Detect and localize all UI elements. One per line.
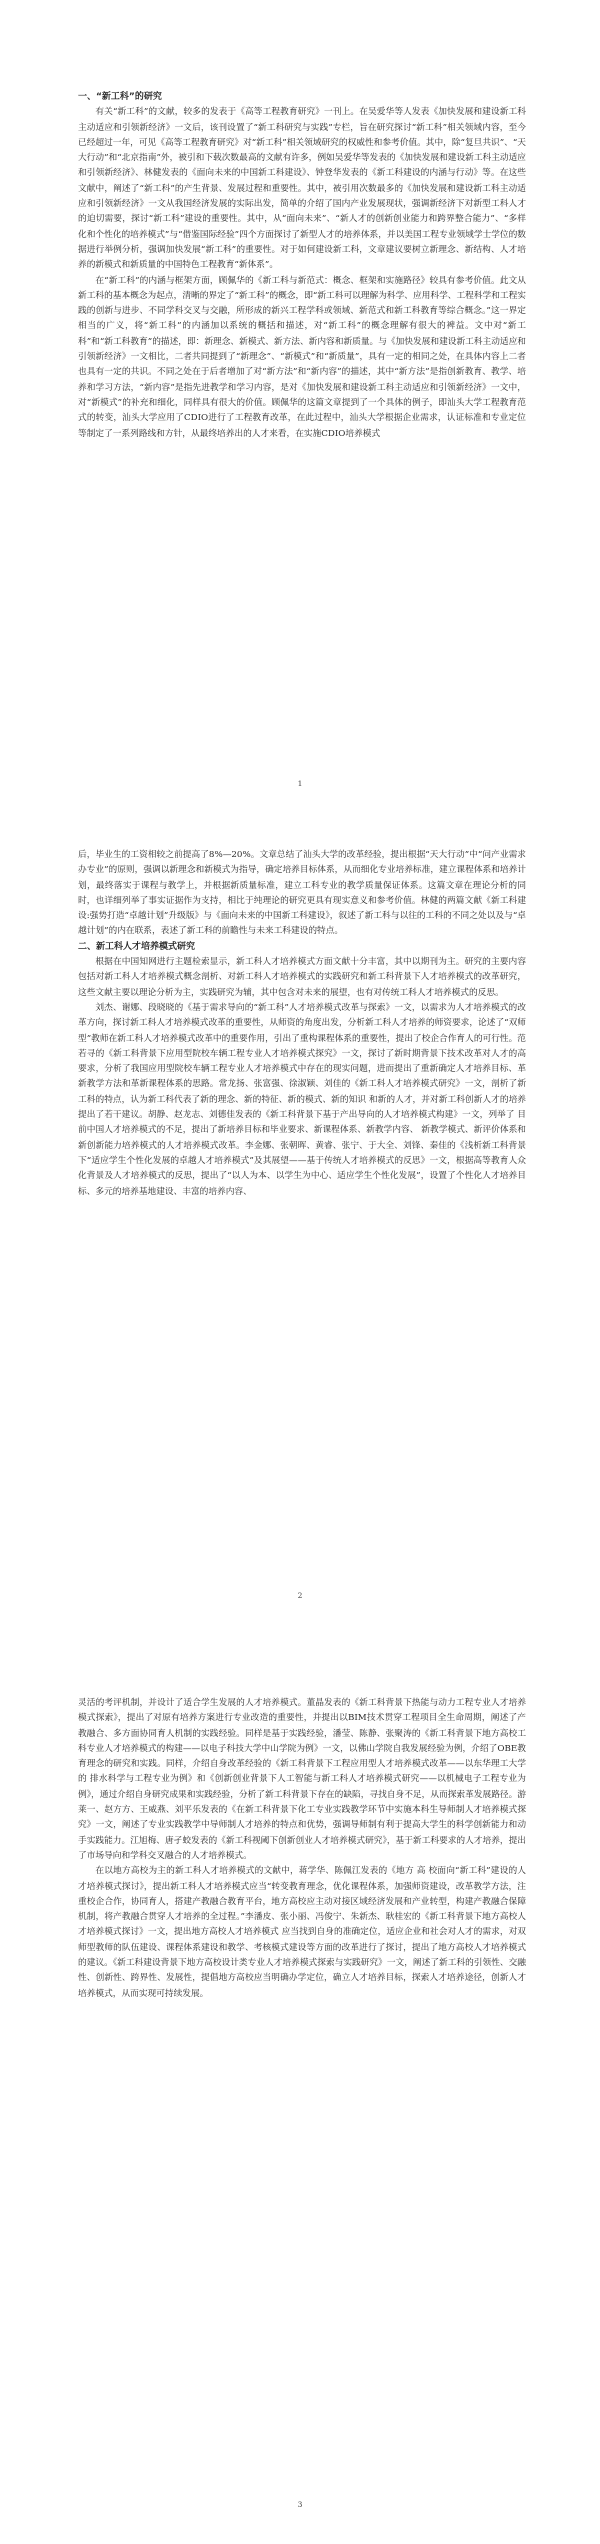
paragraph: 后，毕业生的工资相较之前提高了8%—20%。文章总结了汕头大学的改革经验，提出根据“天大行动”中“问产业需求办专业”的原则，强调以新理念和新模式为指导，确定培养目标体系，从而细化专业培养标准，建立课程体系和培养计划，最终落实于课程与教学上，并根据新质量标准，建立工科专业的教学质量保证体系。这篇文章在理论分析的同时，也详细列举了事实证据作为支持，相比于纯理论的研究更具有现实意义和参考价值。林健的两篇文献《新工科建设:强势打造“卓越计划”升级版》与《面向未来的中国新工科建设》，叙述了新工科与以往的工科的不同之处以及与“卓越计划”的内在联系，表述了新工科的前瞻性与未来工科建设的特点。 [78,850,526,937]
section-heading-1: 一、“新工科”的研究 [78,92,162,102]
paragraph: 有关“新工科”的文献，较多的发表于《高等工程教育研究》一刊上。在吴爱华等人发表《加快发展和建设新工科主动适应和引领新经济》一文后，该刊设置了“新工科研究与实践”专栏，旨在研究探讨“新工科”相关领域内容，至今已经超过一年，可见《高等工程教育研究》对“新工科”相关领域研究的权威性和参考价值。其中，除“复旦共识”、“天大行动”和“北京指南”外，被引和下载次数最高的文献有许多，例如吴爱华等发表的《加快发展和建设新工科主动适应和引领新经济》、林健发表的《面向未来的中国新工科建设》、钟登华发表的《新工科建设的内涵与行动》等。在这些文献中，阐述了“新工科”的产生背景、发展过程和重要性。其中，被引用次数最多的《加快发展和建设新工科主动适应和引领新经济》一文从我国经济发展的实际出发，简单的介绍了国内产业发展现状，强调新经济下对新型工科人才的迫切需要，探讨“新工科”建设的重要性。其中，从“面向未来”、“新人才的创新创业能力和跨界整合能力”、“多样化和个性化的培养模式”与“借鉴国际经验”四个方面探讨了新型人才的培养体系，并以美国工程专业领域学士学位的数据进行举例分析，强调加快发展“新工科”的重要性。对于如何建设新工科，文章建议要树立新理念、新结构、人才培养的新模式和新质量的中国特色工程教育“新体系”。 [78,107,526,271]
page-number: 1 [297,779,303,788]
page-1-body [78,90,526,442]
document-page-2 [0,848,600,1696]
paragraph: 根据在中国知网进行主题检索显示，新工科人才培养模式方面文献十分丰富，其中以期刊为主。研究的主要内容包括对新工科人才培养模式概念剖析、对新工科人才培养模式的实践研究和新工科背景下人才培养模式的改革研究，这些文献主要以理论分析为主，实践研究为辅，其中包含对未来的展望，也有对传统工科人才培养模式的反思。 [78,957,526,998]
document-page-3 [0,1696,600,2544]
page-2-body [78,848,526,1200]
paragraph: 在以地方高校为主的新工科人才培养模式的文献中，蒋学华、陈佩江发表的《地方 高 校面向“新工科”建设的人才培养模式探讨》，提出新工科人才培养模式应当“转变教育理念，优化课程体系，加强师资建设，改革教学方法，注重校企合作，协同育人，搭建产教融合教育平台，地方高校应主动对接区域经济发展和产业转型，构建产教融合保障机制，将产教融合贯穿人才培养的全过程。”李潘皮、张小丽、冯俊宁、朱新杰、耿桂宏的《新工科背景下地方高校人才培养模式探讨》一文，提出地方高校人才培养模式 应当找到自身的准确定位，适应企业和社会对人才的需求，对双师型教师的队伍建设、课程体系建设和教学、考核模式建设等方面的改革进行了探讨，提出了地方高校人才培养模式的建议。《新工科建设背景下地方高校设计类专业人才培养模式探索与实践研究》一文，阐述了新工科的引领性、交融性、创新性、跨界性、发展性，提倡地方高校应当明确办学定位，确立人才培养目标，探索人才培养途径，创新人才培养模式，从而实现可持续发展。 [78,1866,526,1999]
document-page-1 [0,0,600,848]
page-number: 2 [297,1591,303,1600]
paragraph: 刘杰、谢娜、段晓晓的《基于需求导向的“新工科”人才培养模式改革与探索》一文，以需求为人才培养模式的改革方向，探讨新工科人才培养模式改革的重要性，从师资的角度出发，分析新工科人才培养的师资要求，论述了“双师型”教师在新工科人才培养模式改革中的重要作用，引出了重构课程体系的重要性，提出了校企合作育人的可行性。范若寻的《新工科背景下应用型院校车辆工程专业人才培养模式探究》一文，探讨了新时期背景下技术改革对人才的高要求，分析了我国应用型院校车辆工程专业人才培养模式中存在的现实问题，进而提出了重新确定人才培养目标、革新教学方法和革新课程体系的思路。常龙扬、张富强、徐淑颖、刘佳的《新工科人才培养模式研究》一文，剖析了新工科的特点，认为新工科代表了新的理念、新的特征、新的模式、新的知识 和新的人才，并对新工科创新人才的培养提出了若干建议。胡静、赵龙志、刘德佳发表的《新工科背景下基于产出导向的人才培养模式构建》一文，列举了 目前中国人才培养模式的不足，提出了新培养目标和毕业要求、新课程体系、新教学内容、 新教学模式、新评价体系和新创新能力培养模式的人才培养模式改革。李金娜、张朝晖、黄睿、张宁、于大全、刘锋、秦佳的《浅析新工科背景下“适应学生个性化发展的卓越人才培养模式”及其展望——基于传统人才培养模式的反思》一文，根据高等教育人众化背景及人才培养模式的反思，提出了“以人为本、以学生为中心、适应学生个性化发展”，设置了个性化人才培养目标、多元的培养基地建设、丰富的培养内容、 [78,1002,526,1197]
paragraph: 在“新工科”的内涵与框架方面，顾佩华的《新工科与新范式：概念、框架和实施路径》较具有参考价值。此文从新工科的基本概念为起点，清晰的界定了“新工科”的概念，即“新工科可以理解为科学、应用科学、工程科学和工程实践的创新与进步、不同学科交叉与交融，所形成的新兴工程学科或领域、新范式和新工科教育等综合概念。”这一界定相当的广义，将“新工科”的内涵加以系统的概括和描述，对“新工科”的概念理解有很大的裨益。文中对“新工科”和“新工科教育”的描述，即：新理念、新模式、新方法、新内容和新质量。与《加快发展和建设新工科主动适应和引领新经济》一文相比，二者共同提到了“新理念”、“新模式”和“新质量”，具有一定的相同之处，在具体内容上二者也具有一定的共识。不同之处在于后者增加了对“新方法”和“新内容”的描述，其中“新方法”是指创新教育、教学、培养和学习方法，“新内容”是指先进教学和学习内容，是对《加快发展和建设新工科主动适应和引领新经济》一文中，对“新模式”的补充和细化，同样具有很大的价值。顾佩华的这篇文章提到了一个具体的例子，即汕头大学工程教育范式的转变，汕头大学应用了CDIO进行了工程教育改革，在此过程中，汕头大学根据企业需求，认证标准和专业定位等制定了一系列路线和方针，从最终培养出的人才来看，在实施CDIO培养模式 [78,275,526,439]
section-heading-2: 二、新工科人才培养模式研究 [78,941,196,952]
page-3-body [78,1696,526,2002]
page-number: 3 [297,2500,303,2509]
paragraph: 灵活的考评机制，并设计了适合学生发展的人才培养模式。董晶发表的《新工科背景下热能与动力工程专业人才培养模式探索》，提出了对原有培养方案进行专业改造的重要性，并提出以BIM技术贯穿工程项目全生命周期，阐述了产教融合、多方面协同育人机制的实践经验。同样是基于实践经验，潘莹、陈静、张聚涛的《新工科背景下地方高校工科专业人才培养模式的构建——以电子科技大学中山学院为例》一文，以佛山学院自我发展经验为例，介绍了OBE教育理念的研究和实践。同样，介绍自身改革经验的《新工科背景下工程应用型人才培养模式改革——以东华理工大学的 排水科学与工程专业为例》和《创新创业背景下人工智能与新工科人才培养模式研究——以机械电子工程专业为例》，通过介绍自身研究成果和实践经验，分析了新工科背景下存在的缺陷，寻找自身不足，从而探索革发展路径。游莱一、赵方方、王威燕、刘平乐发表的《在新工科背景下化工专业实践教学环节中实施本科生导师制人才培养模式探究》一文，阐述了专业实践教学中导师制人才培养的特点和优势，强调导师制有利于提高大学生的科学创新能力和动手实践能力。江旭梅、唐孑蛟发表的《新工科视阈下创新创业人才培养模式研究》，基于新工科要求的人才培养，提出了市场导向和学科交叉融合的人才培养模式。 [78,1698,526,1861]
